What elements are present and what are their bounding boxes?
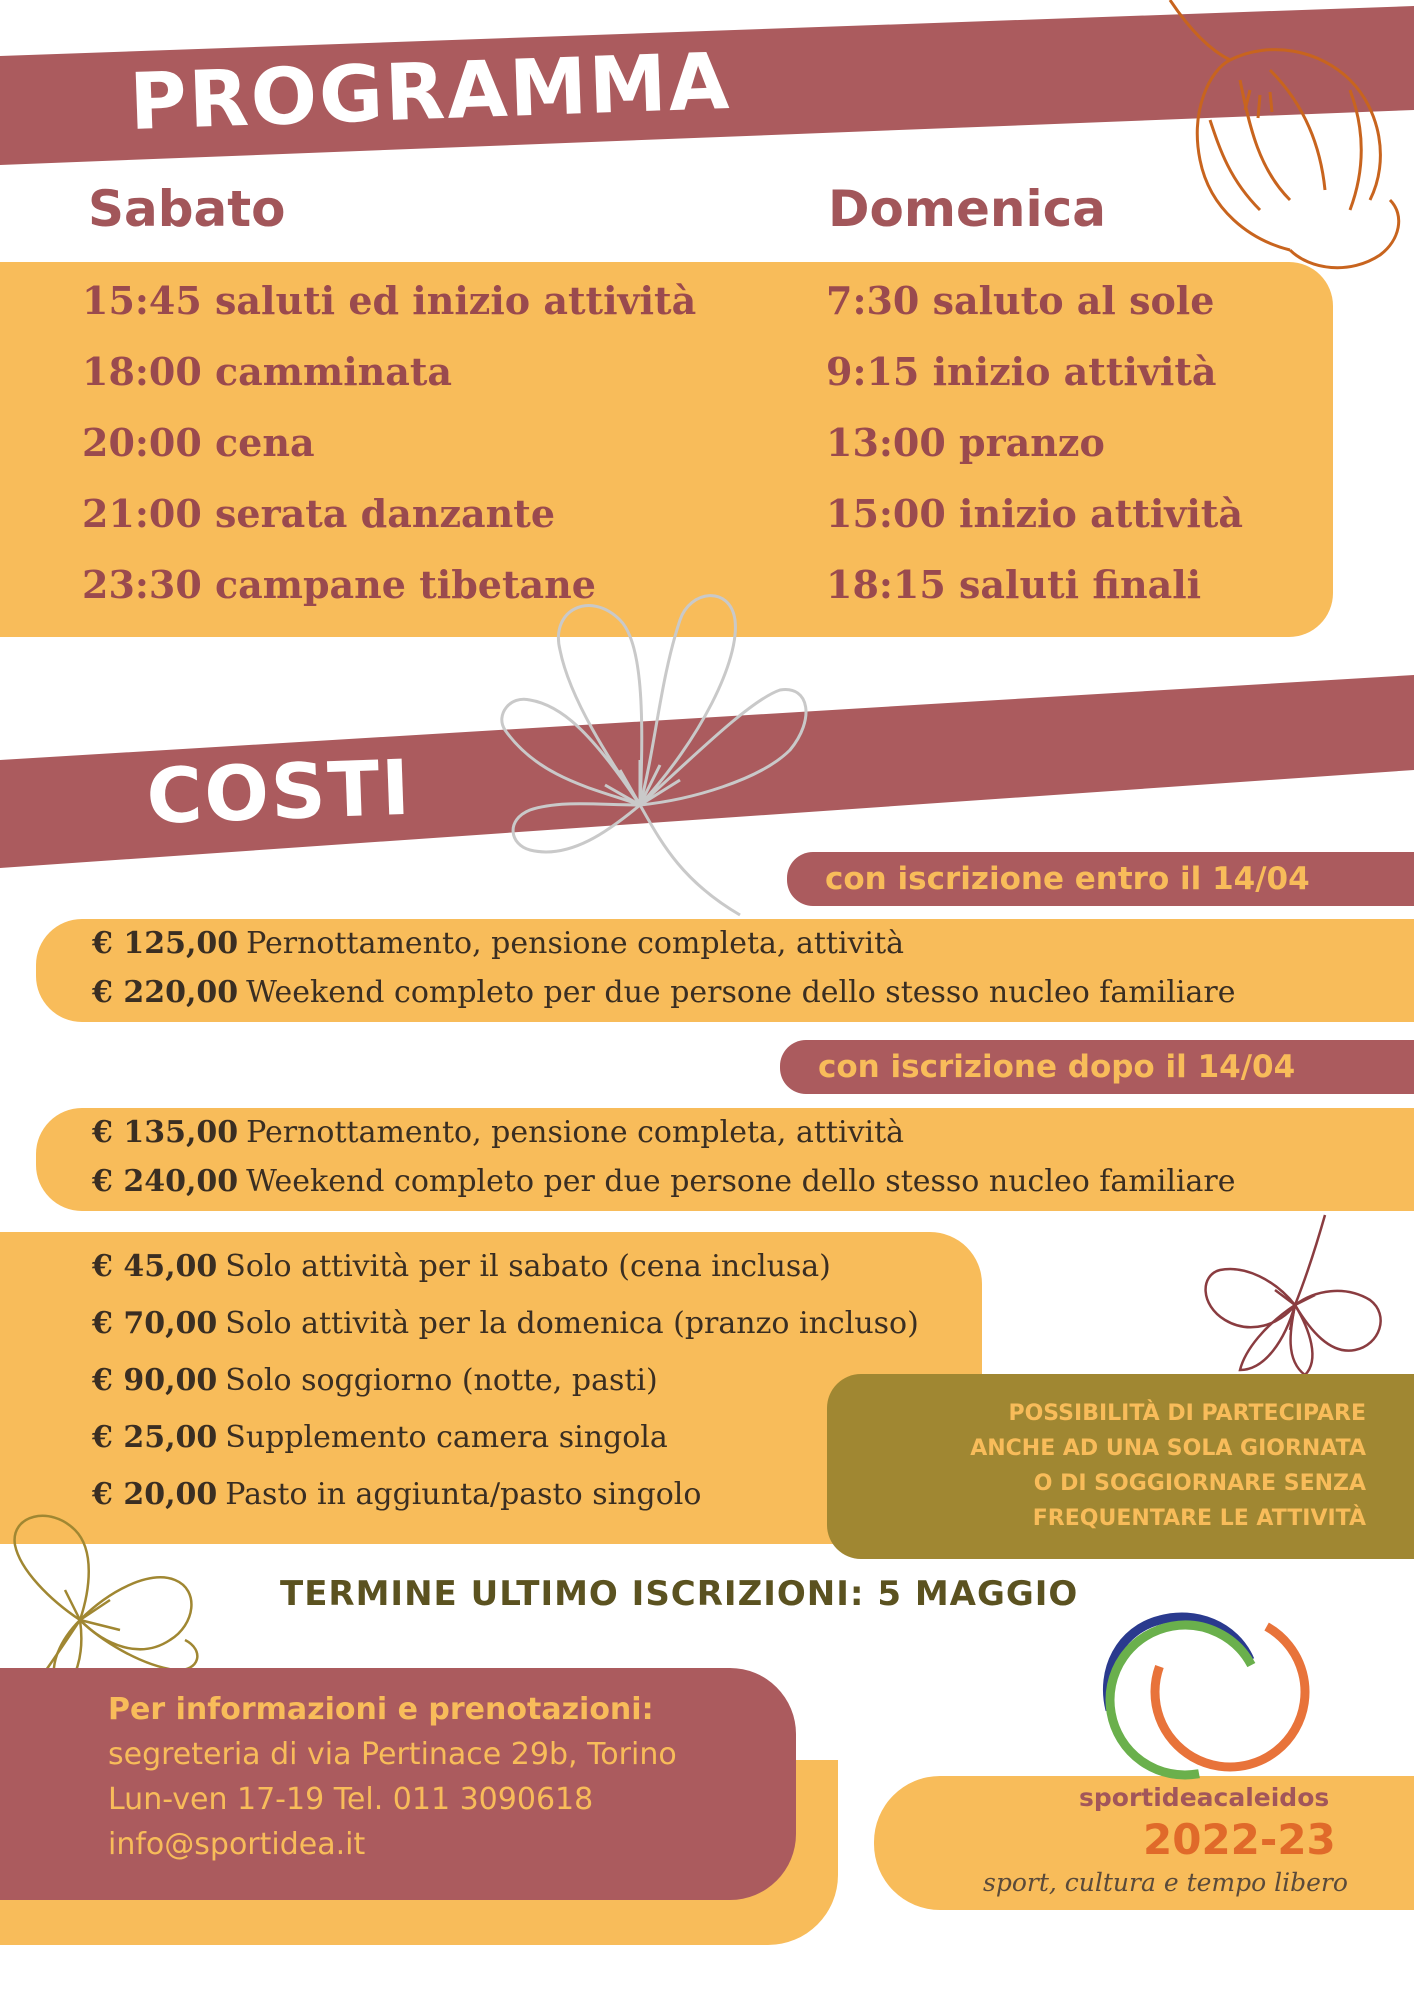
domenica-schedule [826, 265, 1243, 620]
price-row [92, 1164, 1236, 1199]
price-description: Pernottamento, pensione completa, attività [246, 1115, 905, 1150]
schedule-item: 15:45 saluti ed inizio attività [82, 278, 697, 323]
logo-name: sportideacaleidos [1079, 1783, 1330, 1812]
logo-year: 2022-23 [1143, 1815, 1336, 1864]
info-email: info@sportidea.it [108, 1827, 366, 1862]
price-amount: € 90,00 [92, 1363, 218, 1398]
price-row [92, 975, 1236, 1010]
price-row [92, 1115, 904, 1150]
price-amount: € 25,00 [92, 1420, 218, 1455]
note-line: FREQUENTARE LE ATTIVITÀ [1032, 1506, 1366, 1531]
price-description: Weekend completo per due persone dello stesso nucleo familiare [246, 975, 1236, 1010]
info-address: segreteria di via Pertinace 29b, Torino [108, 1737, 677, 1772]
price-amount: € 240,00 [92, 1164, 239, 1199]
flower-orange-icon [1150, 0, 1414, 290]
price-row [92, 1249, 831, 1284]
price-row [92, 1420, 668, 1455]
schedule-item: 18:15 saluti finali [826, 562, 1202, 607]
schedule-item: 23:30 campane tibetane [82, 562, 596, 607]
price-row [92, 1363, 658, 1398]
registration-deadline: TERMINE ULTIMO ISCRIZIONI: 5 MAGGIO [280, 1574, 1079, 1614]
price-row [92, 1306, 919, 1341]
schedule-item: 7:30 saluto al sole [826, 278, 1215, 323]
price-amount: € 125,00 [92, 926, 239, 961]
late-registration-label: con iscrizione dopo il 14/04 [780, 1040, 1414, 1094]
price-amount: € 70,00 [92, 1306, 218, 1341]
sabato-schedule [82, 265, 696, 620]
domenica-heading: Domenica [828, 180, 1106, 238]
note-line: POSSIBILITÀ DI PARTECIPARE [1008, 1401, 1366, 1426]
logo-rings-icon [1085, 1600, 1315, 1790]
price-description: Weekend completo per due persone dello stesso nucleo familiare [246, 1164, 1236, 1199]
schedule-item: 9:15 inizio attività [826, 349, 1217, 394]
schedule-item: 21:00 serata danzante [82, 491, 556, 536]
price-description: Solo attività per il sabato (cena inclusa) [225, 1249, 831, 1284]
price-amount: € 45,00 [92, 1249, 218, 1284]
costi-title: COSTI [145, 742, 414, 841]
price-description: Solo soggiorno (notte, pasti) [225, 1363, 658, 1398]
schedule-item: 15:00 inizio attività [826, 491, 1243, 536]
schedule-item: 18:00 camminata [82, 349, 453, 394]
price-amount: € 20,00 [92, 1477, 218, 1512]
info-heading: Per informazioni e prenotazioni: [108, 1692, 654, 1727]
price-description: Pasto in aggiunta/pasto singolo [225, 1477, 702, 1512]
flower-grey-icon [490, 580, 820, 920]
price-description: Pernottamento, pensione completa, attività [246, 926, 905, 961]
price-description: Solo attività per la domenica (pranzo incluso) [225, 1306, 919, 1341]
sabato-heading: Sabato [88, 180, 286, 238]
price-description: Supplemento camera singola [225, 1420, 668, 1455]
note-line: O DI SOGGIORNARE SENZA [1033, 1471, 1366, 1496]
price-amount: € 135,00 [92, 1115, 239, 1150]
schedule-item: 20:00 cena [82, 420, 315, 465]
flower-maroon-icon [1195, 1210, 1390, 1380]
participation-note [827, 1374, 1414, 1559]
programma-title: PROGRAMMA [128, 37, 733, 148]
price-amount: € 220,00 [92, 975, 239, 1010]
price-row [92, 926, 904, 961]
schedule-item: 13:00 pranzo [826, 420, 1105, 465]
info-hours-phone: Lun-ven 17-19 Tel. 011 3090618 [108, 1782, 594, 1817]
logo-tagline: sport, cultura e tempo libero [983, 1868, 1348, 1897]
note-line: ANCHE AD UNA SOLA GIORNATA [970, 1436, 1366, 1461]
early-registration-label: con iscrizione entro il 14/04 [787, 852, 1414, 906]
